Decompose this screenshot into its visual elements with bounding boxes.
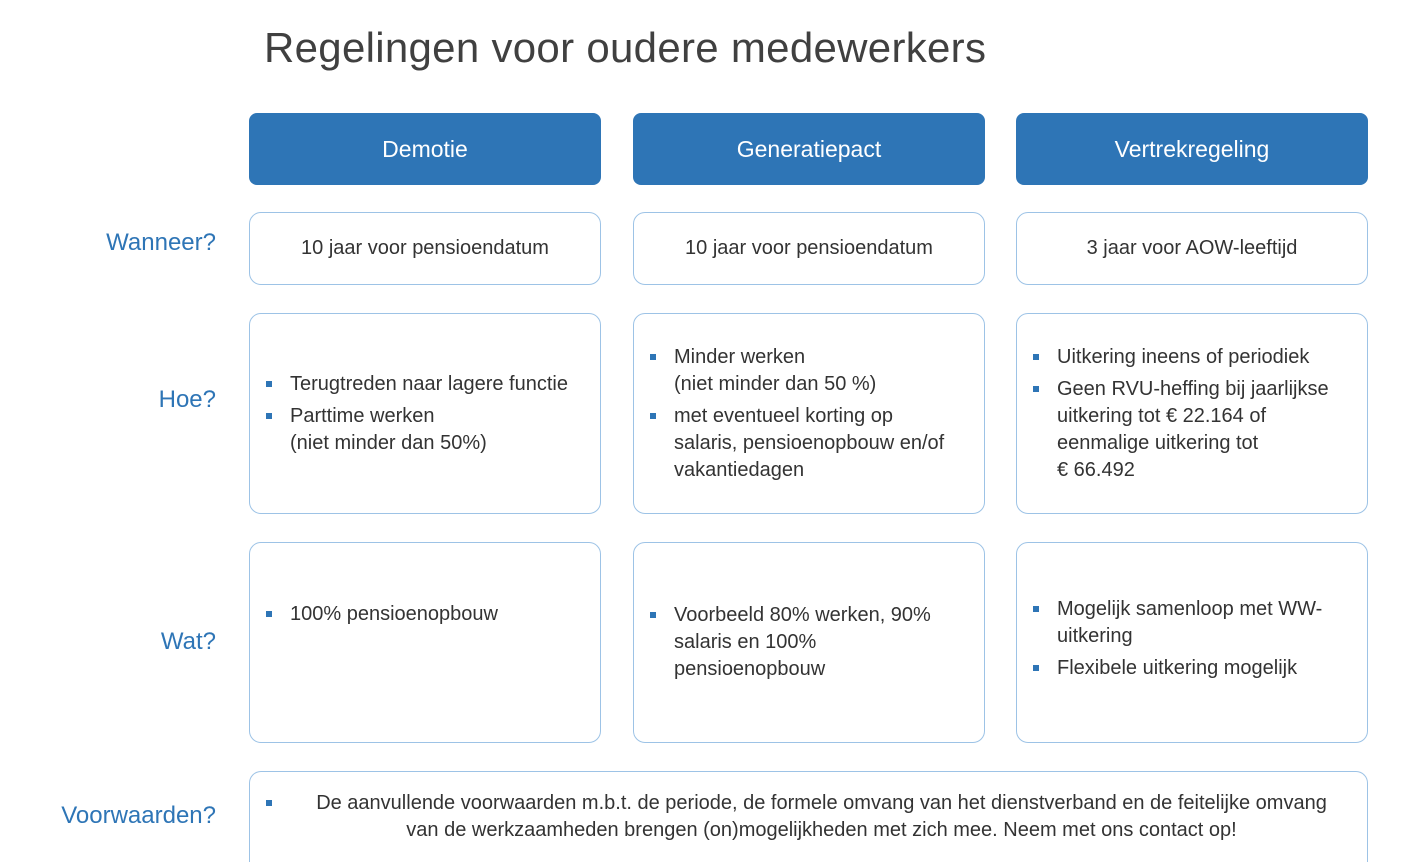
bullet-list	[1031, 591, 1349, 687]
list-item: Voorbeeld 80% werken, 90% salaris en 100% pensioenopbouw	[648, 602, 966, 683]
list-item: Minder werken (niet minder dan 50 %)	[648, 344, 966, 398]
wanneer-cell-generatiepact	[633, 212, 985, 285]
list-item: 100% pensioenopbouw	[264, 601, 582, 628]
bullet-icon	[266, 800, 272, 806]
wat-cell-demotie	[249, 542, 601, 743]
bullet-icon	[1033, 606, 1039, 612]
bullet-icon	[266, 611, 272, 617]
page-title: Regelingen voor oudere medewerkers	[264, 24, 987, 71]
bullet-icon	[1033, 354, 1039, 360]
voorwaarden-cell	[249, 771, 1368, 862]
bullet-icon	[1033, 386, 1039, 392]
wanneer-cell-vertrekregeling	[1016, 212, 1368, 285]
bullet-list	[264, 790, 1353, 844]
row-label-wat: Wat?	[160, 628, 216, 655]
row-label-hoe: Hoe?	[158, 386, 216, 413]
column-header-demotie: Demotie	[249, 113, 601, 185]
row-label-wanneer: Wanneer?	[106, 229, 216, 256]
bullet-list	[264, 366, 582, 462]
bullet-list	[1031, 339, 1349, 489]
row-label-voorwaarden: Voorwaarden?	[61, 802, 216, 829]
bullet-icon	[650, 413, 656, 419]
column-header-generatiepact: Generatiepact	[633, 113, 985, 185]
list-item: met eventueel korting op salaris, pensioenopbouw en/of vakantiedagen	[648, 403, 966, 484]
bullet-icon	[266, 381, 272, 387]
list-item: De aanvullende voorwaarden m.b.t. de periode, de formele omvang van het dienstverband en de feitelijke omvang van de werkzaamheden brengen (on)mogelijkheden met zich mee. Neem met ons contact op!	[264, 790, 1353, 844]
wat-cell-vertrekregeling	[1016, 542, 1368, 743]
bullet-icon	[650, 354, 656, 360]
bullet-icon	[266, 413, 272, 419]
list-item: Geen RVU-heffing bij jaarlijkse uitkering tot € 22.164 of eenmalige uitkering tot € 66.492	[1031, 376, 1349, 484]
cell-text: 10 jaar voor pensioendatum	[301, 237, 549, 259]
list-item: Parttime werken (niet minder dan 50%)	[264, 403, 582, 457]
list-item: Uitkering ineens of periodiek	[1031, 344, 1349, 371]
column-header-vertrekregeling: Vertrekregeling	[1016, 113, 1368, 185]
hoe-cell-generatiepact	[633, 313, 985, 514]
bullet-list	[264, 596, 582, 633]
list-item: Terugtreden naar lagere functie	[264, 371, 582, 398]
list-item: Mogelijk samenloop met WW- uitkering	[1031, 596, 1349, 650]
bullet-icon	[1033, 665, 1039, 671]
wanneer-cell-demotie	[249, 212, 601, 285]
cell-text: 3 jaar voor AOW-leeftijd	[1086, 237, 1298, 259]
hoe-cell-demotie	[249, 313, 601, 514]
list-item: Flexibele uitkering mogelijk	[1031, 655, 1349, 682]
bullet-icon	[650, 612, 656, 618]
bullet-list	[648, 339, 966, 489]
hoe-cell-vertrekregeling	[1016, 313, 1368, 514]
wat-cell-generatiepact	[633, 542, 985, 743]
bullet-list	[648, 597, 966, 688]
cell-text: 10 jaar voor pensioendatum	[685, 237, 933, 259]
